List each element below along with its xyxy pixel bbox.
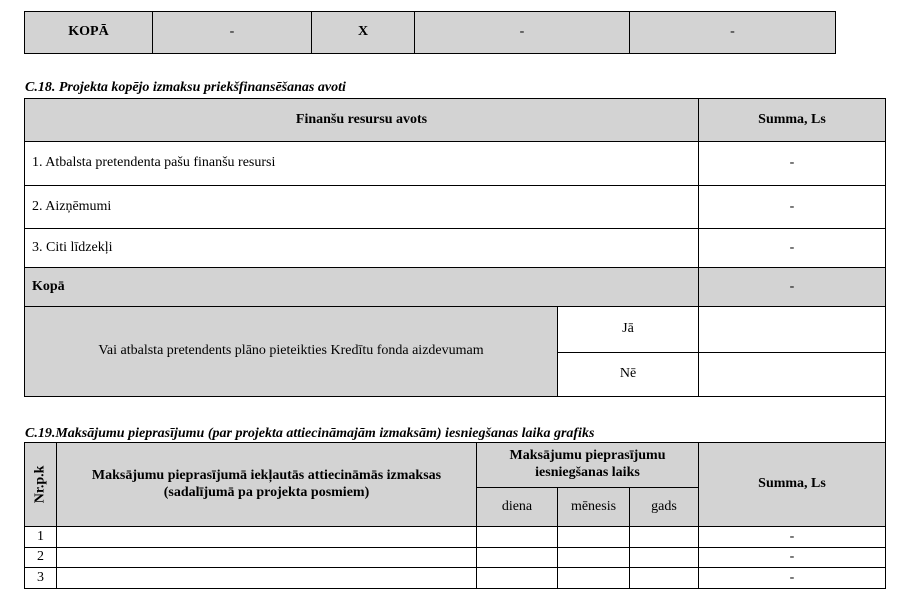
- c18-row-1-value: -: [698, 141, 886, 186]
- c19-row-3-year: [629, 567, 699, 589]
- c19-row-2-month: [557, 547, 630, 568]
- c19-header-nr: [24, 442, 57, 527]
- c19-row-2-year: [629, 547, 699, 568]
- c19-row-1-sum: -: [698, 526, 886, 548]
- c19-row-2-nr: 2: [24, 547, 57, 568]
- c18-loan-question: Vai atbalsta pretendents plāno pieteikties Kredītu fonda aizdevumam: [24, 306, 558, 397]
- c19-row-3-sum: -: [698, 567, 886, 589]
- c18-section-title: C.18. Projekta kopējo izmaksu priekšfinansēšanas avoti: [25, 80, 346, 95]
- c18-row-3-label: 3. Citi līdzekļi: [24, 228, 699, 268]
- table-right-border: [885, 396, 886, 442]
- c18-option-yes-mark[interactable]: [698, 306, 886, 353]
- c19-header-nr-text: Nr.p.k: [32, 465, 48, 504]
- c19-row-2-costs: [56, 547, 477, 568]
- c18-header-sum: Summa, Ls: [698, 98, 886, 142]
- c19-header-year: gads: [629, 487, 699, 527]
- top-total-cell-3: -: [414, 11, 630, 54]
- top-total-cell-1: -: [152, 11, 312, 54]
- c18-row-2-value: -: [698, 185, 886, 229]
- c19-header-time: Maksājumu pieprasījumu iesniegšanas laiks: [476, 442, 699, 488]
- top-total-cell-2: X: [311, 11, 415, 54]
- c19-header-sum: Summa, Ls: [698, 442, 886, 527]
- c19-row-1-day: [476, 526, 558, 548]
- c19-row-3-nr: 3: [24, 567, 57, 589]
- c19-row-2-sum: -: [698, 547, 886, 568]
- top-total-label: KOPĀ: [24, 11, 153, 54]
- c19-row-3-day: [476, 567, 558, 589]
- c19-row-1-month: [557, 526, 630, 548]
- c19-row-1-year: [629, 526, 699, 548]
- c18-total-value: -: [698, 267, 886, 307]
- c19-row-3-costs: [56, 567, 477, 589]
- c18-row-3-value: -: [698, 228, 886, 268]
- c18-row-1-label: 1. Atbalsta pretendenta pašu finanšu resursi: [24, 141, 699, 186]
- c19-row-2-day: [476, 547, 558, 568]
- c19-header-costs: Maksājumu pieprasījumā iekļautās attiecināmās izmaksas (sadalījumā pa projekta posmiem): [56, 442, 477, 527]
- c18-option-yes: Jā: [557, 306, 699, 353]
- c19-header-month: mēnesis: [557, 487, 630, 527]
- c18-total-label: Kopā: [24, 267, 699, 307]
- c19-header-day: diena: [476, 487, 558, 527]
- c19-row-1-nr: 1: [24, 526, 57, 548]
- c18-option-no: Nē: [557, 352, 699, 397]
- c18-header-source: Finanšu resursu avots: [24, 98, 699, 142]
- c19-section-title: C.19.Maksājumu pieprasījumu (par projekta attiecināmajām izmaksām) iesniegšanas laika grafiks: [25, 426, 595, 441]
- c18-row-2-label: 2. Aizņēmumi: [24, 185, 699, 229]
- c18-option-no-mark[interactable]: [698, 352, 886, 397]
- top-total-cell-4: -: [629, 11, 836, 54]
- c19-row-1-costs: [56, 526, 477, 548]
- c19-row-3-month: [557, 567, 630, 589]
